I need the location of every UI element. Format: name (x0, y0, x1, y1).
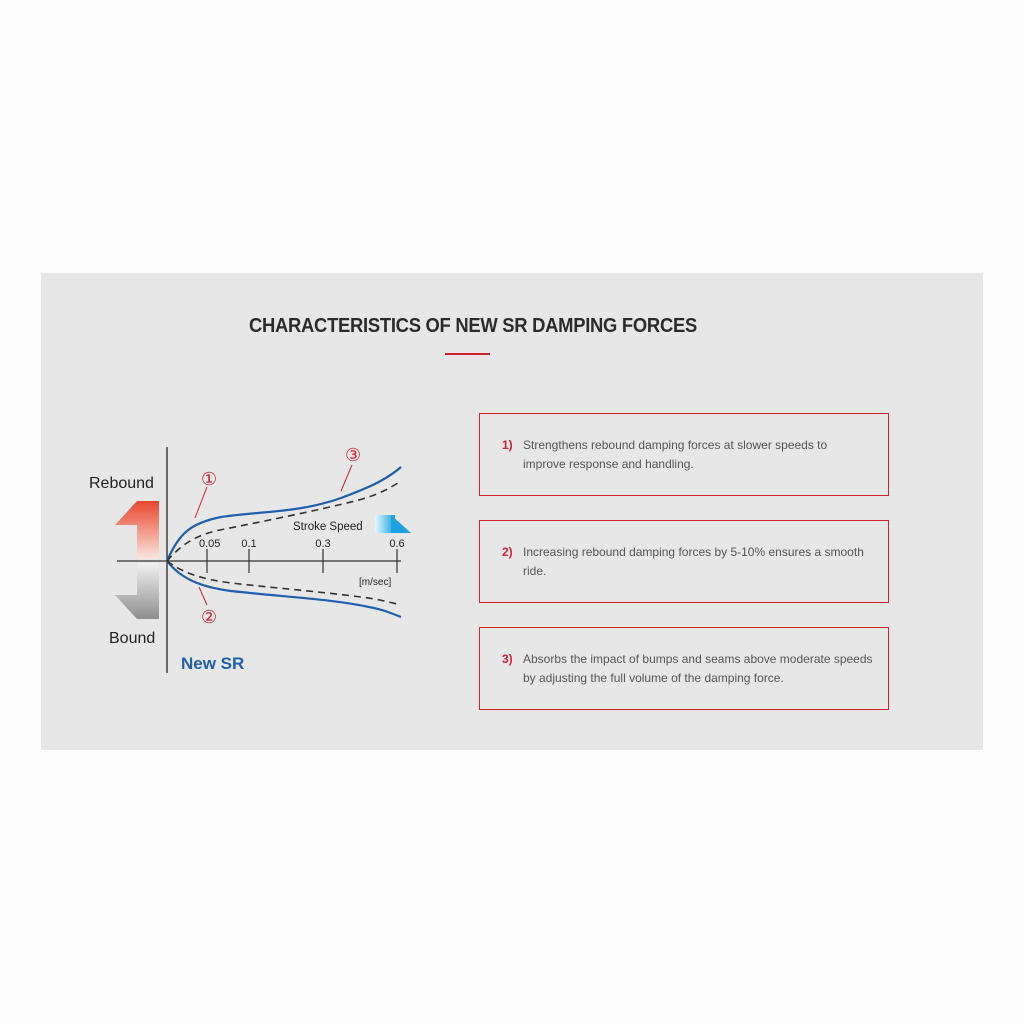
card-text: Absorbs the impact of bumps and seams above moderate speeds by adjusting the full volume of the damping force. (523, 652, 873, 685)
rebound-label: Rebound (89, 475, 154, 492)
marker-2: ② (201, 607, 218, 627)
x-tick-label: 0.3 (315, 538, 331, 550)
marker-1: ① (201, 469, 218, 489)
title-underline (445, 353, 490, 355)
x-tick-label: 0.6 (389, 538, 405, 550)
damping-force-chart (85, 441, 425, 681)
feature-card-1 (479, 413, 889, 496)
card-number: 3) (502, 652, 513, 666)
bound-label: Bound (109, 630, 156, 647)
bound-arrow-icon (115, 563, 159, 619)
x-tick-label: 0.1 (241, 538, 257, 550)
x-ticks (199, 538, 405, 573)
rebound-arrow-icon (115, 501, 159, 559)
section-title: CHARACTERISTICS OF NEW SR DAMPING FORCES (249, 315, 697, 337)
card-text: Increasing rebound damping forces by 5-10% ensures a smooth ride. (523, 545, 864, 578)
stroke-speed-label: Stroke Speed (293, 521, 363, 533)
card-text: Strengthens rebound damping forces at slower speeds to improve response and handling. (523, 438, 828, 471)
feature-card-2 (479, 520, 889, 603)
feature-card-3 (479, 627, 889, 710)
x-tick-label: 0.05 (199, 538, 221, 550)
damping-section (41, 273, 983, 750)
marker-3: ③ (345, 445, 362, 465)
x-unit-label: [m/sec] (359, 577, 392, 588)
card-number: 2) (502, 545, 513, 559)
card-number: 1) (502, 438, 513, 452)
new-sr-label: New SR (181, 654, 245, 673)
